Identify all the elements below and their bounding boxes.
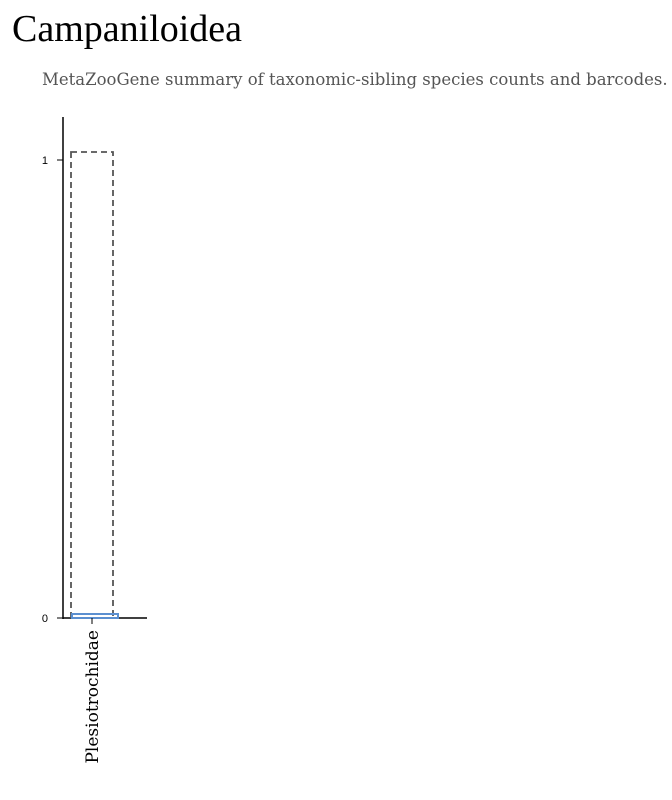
- y-tick-label: 0: [41, 613, 48, 625]
- page-subtitle: MetaZooGene summary of taxonomic-sibling species counts and barcodes.: [42, 70, 668, 89]
- page-title: Campaniloidea: [12, 8, 243, 50]
- barcode-count-bar: [72, 614, 118, 618]
- chart-marks: [42, 152, 118, 764]
- y-tick-label: 1: [41, 155, 48, 167]
- x-tick-label: Plesiotrochidae: [83, 630, 103, 764]
- species-count-bar: [71, 152, 113, 618]
